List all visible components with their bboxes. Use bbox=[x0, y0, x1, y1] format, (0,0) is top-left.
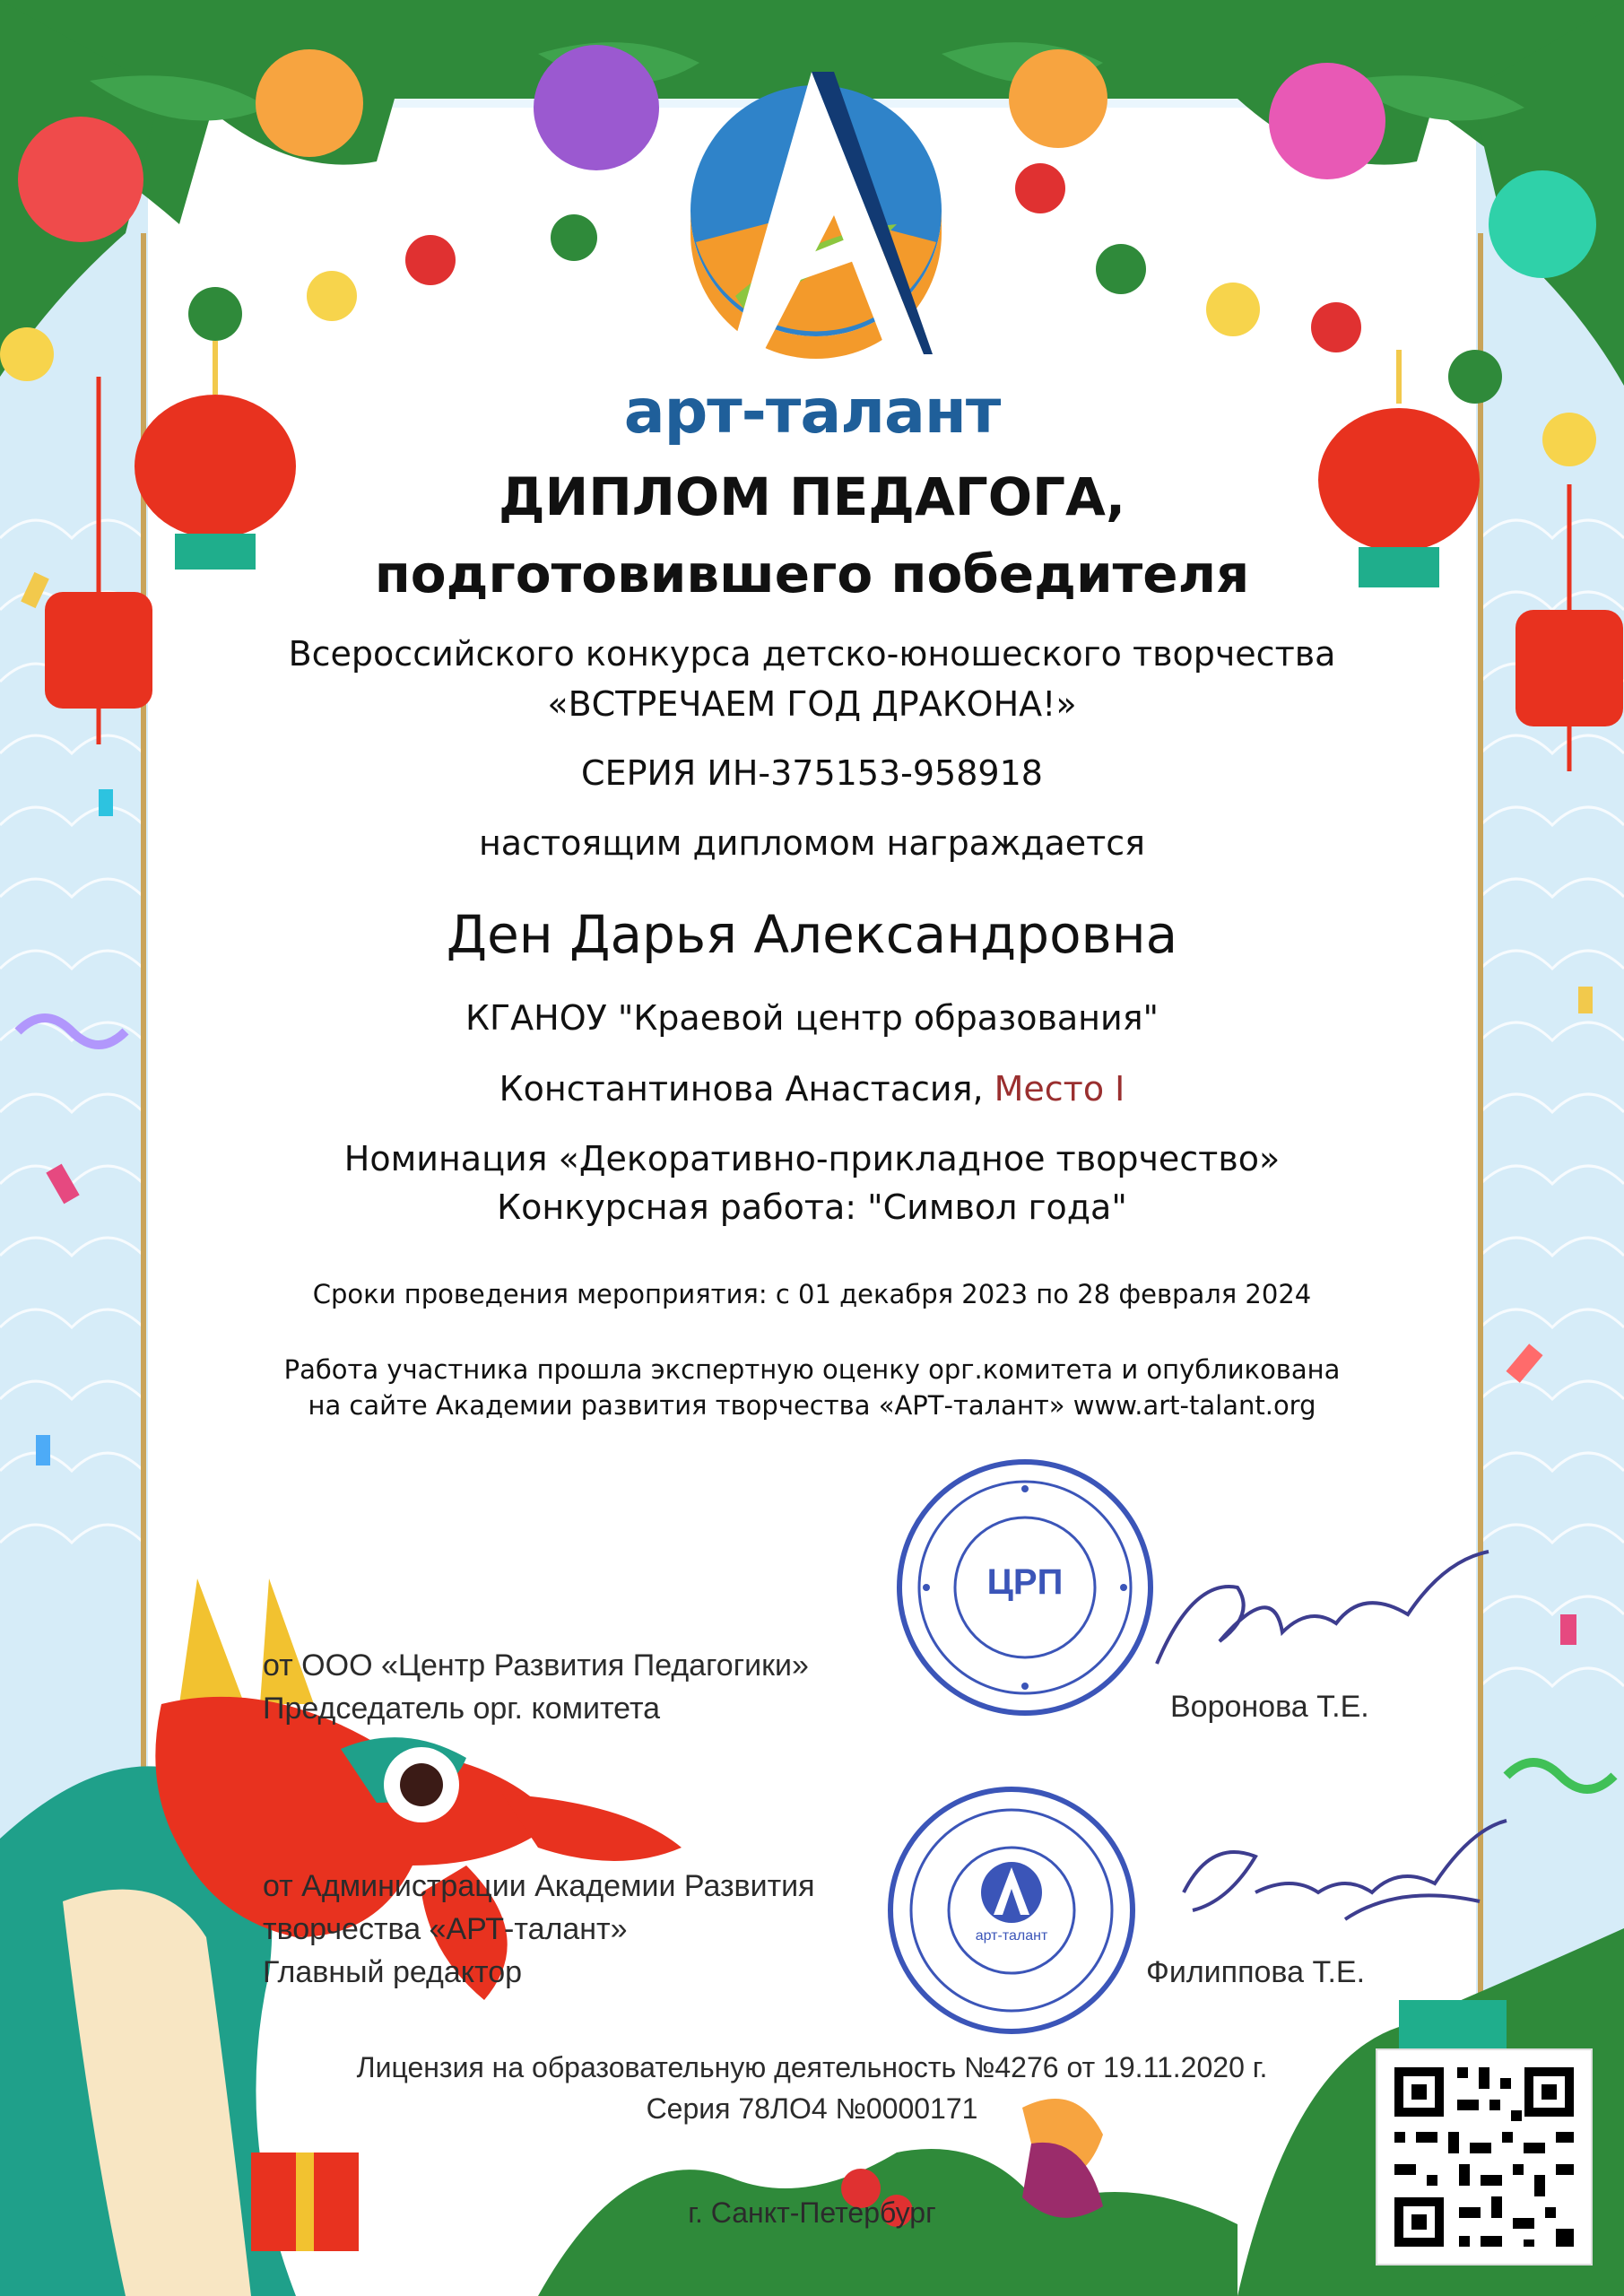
event-dates: Сроки проведения мероприятия: с 01 декабря 2023 по 28 февраля 2024 bbox=[312, 1279, 1312, 1309]
recipient-name: Ден Дарья Александровна bbox=[446, 904, 1178, 965]
awarded-text: настоящим дипломом награждается bbox=[478, 823, 1146, 863]
student-name: Константинова Анастасия, bbox=[499, 1069, 984, 1109]
contest-line1: Всероссийского конкурса детско-юношеского творчества bbox=[288, 634, 1336, 674]
signatory2-role: Главный редактор bbox=[263, 1955, 523, 1989]
logo-text: арт-талант bbox=[623, 377, 1001, 448]
student-line bbox=[0, 1069, 1624, 1109]
signatory2-name: Филиппова Т.Е. bbox=[1146, 1955, 1366, 1989]
signatory1-name: Воронова Т.Е. bbox=[1170, 1690, 1369, 1724]
organization: КГАНОУ "Краевой центр образования" bbox=[465, 998, 1159, 1038]
diploma-title-line2: подготовившего победителя bbox=[374, 544, 1250, 604]
signatory2-org-line2: творчества «АРТ-талант» bbox=[263, 1912, 628, 1946]
license-line1: Лицензия на образовательную деятельность №4276 от 19.11.2020 г. bbox=[356, 2051, 1268, 2083]
city: г. Санкт-Петербург bbox=[688, 2196, 936, 2229]
contest-line2: «ВСТРЕЧАЕМ ГОД ДРАКОНА!» bbox=[547, 684, 1077, 724]
signatory1-org: от ООО «Центр Развития Педагогики» bbox=[263, 1648, 809, 1683]
stamp1-text: ЦРП bbox=[986, 1562, 1064, 1602]
series-number: СЕРИЯ ИН-375153-958918 bbox=[581, 753, 1043, 793]
diploma-title-line1: ДИПЛОМ ПЕДАГОГА, bbox=[499, 466, 1125, 527]
contest-work: Конкурсная работа: "Символ года" bbox=[497, 1187, 1127, 1227]
signatory1-role: Председатель орг. комитета bbox=[263, 1692, 661, 1726]
nomination: Номинация «Декоративно-прикладное творчество» bbox=[343, 1139, 1281, 1178]
license-line2: Серия 78ЛО4 №0000171 bbox=[646, 2092, 978, 2125]
stamp2-text: арт-талант bbox=[975, 1928, 1048, 1944]
review-line2: на сайте Академии развития творчества «АРТ-талант» www.art-talant.org bbox=[308, 1390, 1316, 1421]
student-place: Место I bbox=[994, 1069, 1125, 1109]
signatory2-org-line1: от Администрации Академии Развития bbox=[263, 1869, 815, 1903]
review-line1: Работа участника прошла экспертную оценку орг.комитета и опубликована bbox=[283, 1354, 1341, 1385]
